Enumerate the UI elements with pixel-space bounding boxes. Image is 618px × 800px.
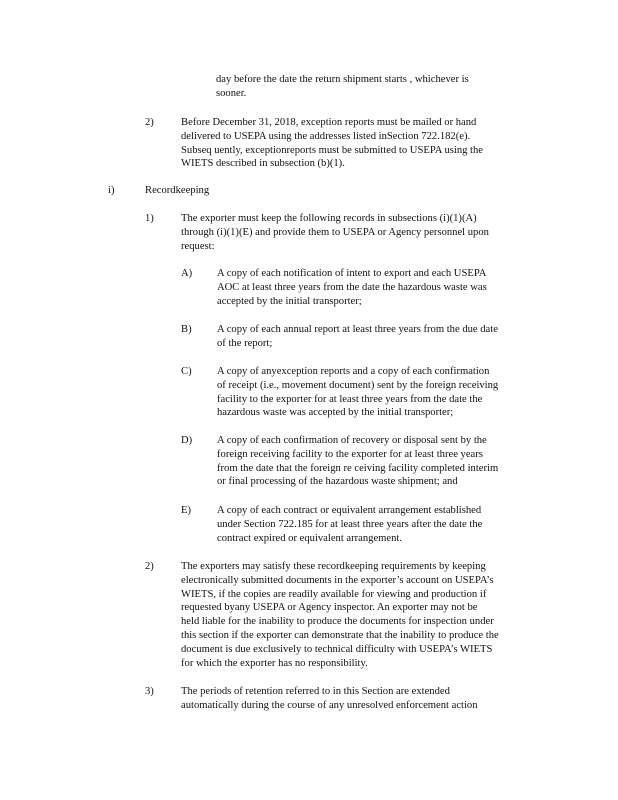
text-line: facility to the exporter for at least three years from the date the	[217, 393, 483, 405]
section-heading: Recordkeeping	[145, 185, 210, 196]
text-line: Before December 31, 2018, exception reports must be mailed or hand	[181, 117, 477, 128]
subitem-e-paragraph	[217, 504, 537, 545]
subitem-b-paragraph	[217, 323, 537, 351]
text-line: A copy of each notification of intent to export and each USEPA	[217, 268, 487, 279]
text-line: from the date that the foreign re ceiving facility completed interim	[217, 462, 499, 474]
text-line: WIETS, if the copies are readily available for viewing and production if	[181, 588, 487, 600]
item-label: 2)	[145, 117, 154, 128]
item-label: 2)	[145, 561, 154, 572]
text-line: this section if the exporter can demonstrate that the inability to produce the	[181, 629, 499, 641]
text-line: under Section 722.185 for at least three years after the date the	[217, 518, 483, 530]
subitem-c-paragraph	[217, 365, 537, 420]
item-1-paragraph	[181, 212, 531, 253]
text-line: of receipt (i.e., movement document) sent by the foreign receiving	[217, 379, 499, 391]
item-2-paragraph	[181, 560, 546, 670]
text-line: requested byany USEPA or Agency inspector. An exporter may not be	[181, 602, 478, 614]
text-line: A copy of anyexception reports and a copy of each confirmation	[217, 366, 490, 377]
section-label: i)	[108, 185, 115, 196]
text-line: AOC at least three years from the date the hazardous waste was	[217, 281, 487, 293]
text-line: held liable for the inability to produce the documents for inspection under	[181, 616, 494, 628]
subitem-label: D)	[181, 435, 193, 446]
item-label: 3)	[145, 686, 154, 697]
text-line: automatically during the course of any unresolved enforcement action	[181, 699, 478, 711]
subitem-label: C)	[181, 366, 192, 377]
text-line: The periods of retention referred to in this Section are extended	[181, 686, 450, 697]
subitem-d-paragraph	[217, 434, 537, 489]
text-line: of the report;	[217, 337, 273, 349]
text-line: A copy of each contract or equivalent arrangement established	[217, 505, 482, 516]
subitem-label: B)	[181, 324, 192, 335]
text-line: day before the date the return shipment starts , whichever is	[216, 74, 469, 85]
text-line: foreign receiving facility to the exporter for at least three years	[217, 448, 483, 460]
continuation-paragraph	[216, 73, 516, 101]
text-line: hazardous waste was accepted by the initial transporter;	[217, 407, 454, 419]
text-line: Subseq uently, exceptionreports must be submitted to USEPA using the	[181, 144, 484, 156]
text-line: request:	[181, 240, 215, 252]
subitem-label: E)	[181, 505, 191, 516]
text-line: A copy of each annual report at least three years from the due date	[217, 324, 498, 335]
text-line: The exporter must keep the following records in subsections (i)(1)(A)	[181, 213, 477, 224]
text-line: for which the exporter has no responsibility.	[181, 657, 368, 669]
text-line: document is due exclusively to technical difficulty with USEPA’s WIETS	[181, 643, 493, 655]
text-line: WIETS described in subsection (b)(1).	[181, 158, 345, 170]
text-line: or final processing of the hazardous waste shipment; and	[217, 476, 458, 488]
text-line: electronically submitted documents in the exporter’s account on USEPA’s	[181, 574, 494, 586]
item-2-top-paragraph	[181, 116, 521, 171]
item-label: 1)	[145, 213, 154, 224]
text-line: delivered to USEPA using the addresses listed inSection 722.182(e).	[181, 130, 471, 142]
item-3-paragraph	[181, 685, 521, 713]
text-line: through (i)(1)(E) and provide them to USEPA or Agency personnel upon	[181, 226, 489, 238]
subitem-a-paragraph	[217, 267, 537, 308]
text-line: A copy of each confirmation of recovery or disposal sent by the	[217, 435, 487, 446]
text-line: The exporters may satisfy these recordkeeping requirements by keeping	[181, 561, 486, 572]
text-line: sooner.	[216, 87, 247, 99]
text-line: accepted by the initial transporter;	[217, 295, 362, 307]
subitem-label: A)	[181, 268, 193, 279]
text-line: contract expired or equivalent arrangement.	[217, 532, 403, 544]
